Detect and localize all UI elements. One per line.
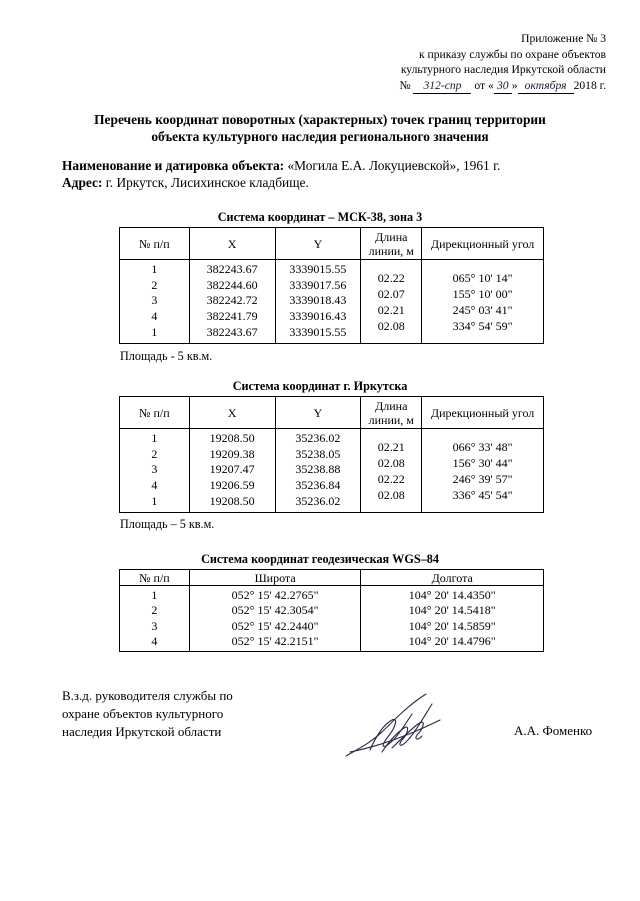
table2-x: 19207.47 — [209, 462, 255, 477]
table2-length: 02.08 — [377, 455, 405, 470]
object-address-line — [62, 174, 500, 191]
table1-x-values — [190, 260, 275, 343]
table1-x: 382244.60 — [206, 277, 258, 292]
table1-x: 382243.67 — [206, 324, 258, 339]
handwritten-signature — [340, 690, 460, 760]
table1-angles — [422, 265, 543, 337]
table1-length: 02.08 — [377, 318, 405, 333]
table2-y-values — [276, 429, 361, 512]
appendix-number-line — [399, 78, 606, 95]
number-label: № — [399, 78, 411, 92]
object-name-label: Наименование и датировка объекта: — [62, 158, 285, 173]
table1-point: 3 — [151, 293, 158, 308]
table2-x: 19209.38 — [209, 446, 255, 461]
table2-caption: Система координат г. Иркутска — [232, 379, 408, 393]
document-title — [40, 111, 600, 145]
table3-data-row — [120, 586, 544, 652]
table1-length: 02.22 — [377, 271, 405, 286]
table2-points — [120, 429, 189, 512]
table1-x: 382242.72 — [206, 293, 258, 308]
table2-data-row — [120, 429, 544, 513]
table2-header-angle: Дирекционный угол — [422, 397, 544, 429]
table1-points — [120, 260, 189, 343]
table1-angle: 065° 10' 14" — [452, 271, 513, 286]
object-address-value: г. Иркутск, Лисихинское кладбище. — [105, 175, 309, 190]
table3-lon: 104° 20' 14.4350" — [408, 588, 496, 602]
table1-y: 3339018.43 — [289, 293, 347, 308]
table2-angles — [422, 434, 543, 506]
table2-y: 35236.02 — [295, 431, 341, 445]
appendix-order-line: к приказу службы по охране объектов — [419, 47, 606, 61]
table2-header-row — [120, 397, 544, 429]
table1-x: 382241.79 — [206, 309, 258, 324]
table2-point: 2 — [151, 446, 158, 461]
table3-lon: 104° 20' 14.4796" — [408, 633, 496, 648]
table1-header-row — [120, 228, 544, 260]
table2-point: 4 — [151, 478, 158, 493]
signatory-position — [62, 687, 298, 741]
table2-x-values — [190, 429, 275, 512]
table2-irkutsk — [119, 396, 544, 513]
table2-y: 35238.88 — [295, 462, 341, 477]
object-name-value: «Могила Е.А. Локуциевской», 1961 г. — [287, 158, 501, 173]
appendix-agency-line: культурного наследия Иркутской области — [400, 63, 606, 76]
table3-header-no: № п/п — [120, 570, 190, 586]
table1-lengths — [361, 265, 421, 337]
object-address-label: Адрес: — [62, 175, 103, 190]
table1-data-row — [120, 260, 544, 344]
table1-y: 3339015.55 — [289, 262, 347, 276]
table1-point: 1 — [151, 324, 158, 339]
table2-area: Площадь – 5 кв.м. — [120, 517, 215, 531]
from-label: от « — [474, 78, 494, 92]
table2-length: 02.21 — [377, 440, 405, 455]
signatory-line-3: наследия Иркутской области — [62, 724, 222, 739]
table2-header-length: Длина линии, м — [361, 397, 422, 429]
signatory-line-2: охране объектов культурного — [62, 706, 224, 721]
table3-points — [120, 586, 189, 651]
table1-header-length: Длина линии, м — [361, 228, 422, 260]
table3-lat: 052° 15' 42.2151" — [231, 633, 319, 648]
appendix-block — [399, 31, 606, 94]
table1-y: 3339016.43 — [289, 309, 347, 324]
table2-point: 3 — [151, 462, 158, 477]
table3-wgs84 — [119, 569, 544, 652]
signatory-line-1: В.з.д. руководителя службы по — [62, 688, 233, 703]
table2-x: 19208.50 — [209, 431, 255, 445]
table3-latitudes — [190, 586, 361, 651]
table2-header-y: Y — [275, 397, 361, 429]
table1-angle: 334° 54' 59" — [452, 318, 513, 333]
table1-area: Площадь - 5 кв.м. — [120, 349, 213, 363]
table1-y-values — [276, 260, 361, 343]
table2-angle: 336° 45' 54" — [452, 487, 513, 502]
order-month-handwritten: октября — [518, 78, 574, 95]
table1-header-no: № п/п — [120, 228, 190, 260]
appendix-title: Приложение № 3 — [521, 32, 606, 45]
table3-lon: 104° 20' 14.5418" — [408, 603, 496, 618]
table1-msk38 — [119, 227, 544, 344]
table2-lengths — [361, 434, 421, 506]
table3-point: 4 — [151, 633, 158, 648]
table3-header-row — [120, 570, 544, 586]
table3-caption: Система координат геодезическая WGS–84 — [201, 552, 439, 566]
table3-longitudes — [361, 586, 543, 651]
table2-angle: 156° 30' 44" — [452, 455, 513, 470]
table1-angle: 155° 10' 00" — [452, 286, 513, 301]
table1-x: 382243.67 — [206, 262, 258, 276]
table3-lat: 052° 15' 42.2765" — [231, 588, 319, 602]
table1-angle: 245° 03' 41" — [452, 302, 513, 317]
object-info — [62, 157, 500, 191]
table1-header-x: X — [189, 228, 275, 260]
table2-y: 35236.02 — [295, 493, 341, 508]
table1-point: 4 — [151, 309, 158, 324]
table2-length: 02.08 — [377, 487, 405, 502]
table2-angle: 246° 39' 57" — [452, 471, 513, 486]
table2-header-no: № п/п — [120, 397, 190, 429]
table1-y: 3339017.56 — [289, 277, 347, 292]
table2-y: 35236.84 — [295, 478, 341, 493]
table3-point: 3 — [151, 618, 158, 633]
table2-x: 19208.50 — [209, 493, 255, 508]
table2-length: 02.22 — [377, 471, 405, 486]
table1-length: 02.07 — [377, 286, 405, 301]
table2-y: 35238.05 — [295, 446, 341, 461]
table3-lat: 052° 15' 42.3054" — [231, 603, 319, 618]
table1-header-angle: Дирекционный угол — [422, 228, 544, 260]
signatory-name: А.А. Фоменко — [514, 723, 593, 738]
table1-point: 2 — [151, 277, 158, 292]
order-year: 2018 г. — [573, 78, 606, 92]
table3-lon: 104° 20' 14.5859" — [408, 618, 496, 633]
order-number-handwritten: 312-спр — [413, 78, 471, 95]
table3-header-lon: Долгота — [361, 570, 544, 586]
table1-header-y: Y — [275, 228, 361, 260]
table3-point: 1 — [151, 588, 158, 602]
object-name-line — [62, 157, 500, 174]
table2-point: 1 — [151, 431, 158, 445]
table2-point: 1 — [151, 493, 158, 508]
table2-header-x: X — [189, 397, 275, 429]
title-line-1: Перечень координат поворотных (характерных) точек границ территории — [94, 112, 546, 127]
table3-lat: 052° 15' 42.2440" — [231, 618, 319, 633]
table2-angle: 066° 33' 48" — [452, 440, 513, 455]
table2-x: 19206.59 — [209, 478, 255, 493]
table1-caption: Система координат – МСК-38, зона 3 — [217, 210, 423, 224]
table1-length: 02.21 — [377, 302, 405, 317]
table1-y: 3339015.55 — [289, 324, 347, 339]
title-line-2: объекта культурного наследия регионального значения — [151, 129, 489, 144]
table1-point: 1 — [151, 262, 158, 276]
order-day-handwritten: 30 — [494, 78, 512, 95]
table3-point: 2 — [151, 603, 158, 618]
table3-header-lat: Широта — [189, 570, 361, 586]
quote-close: » — [511, 78, 518, 92]
